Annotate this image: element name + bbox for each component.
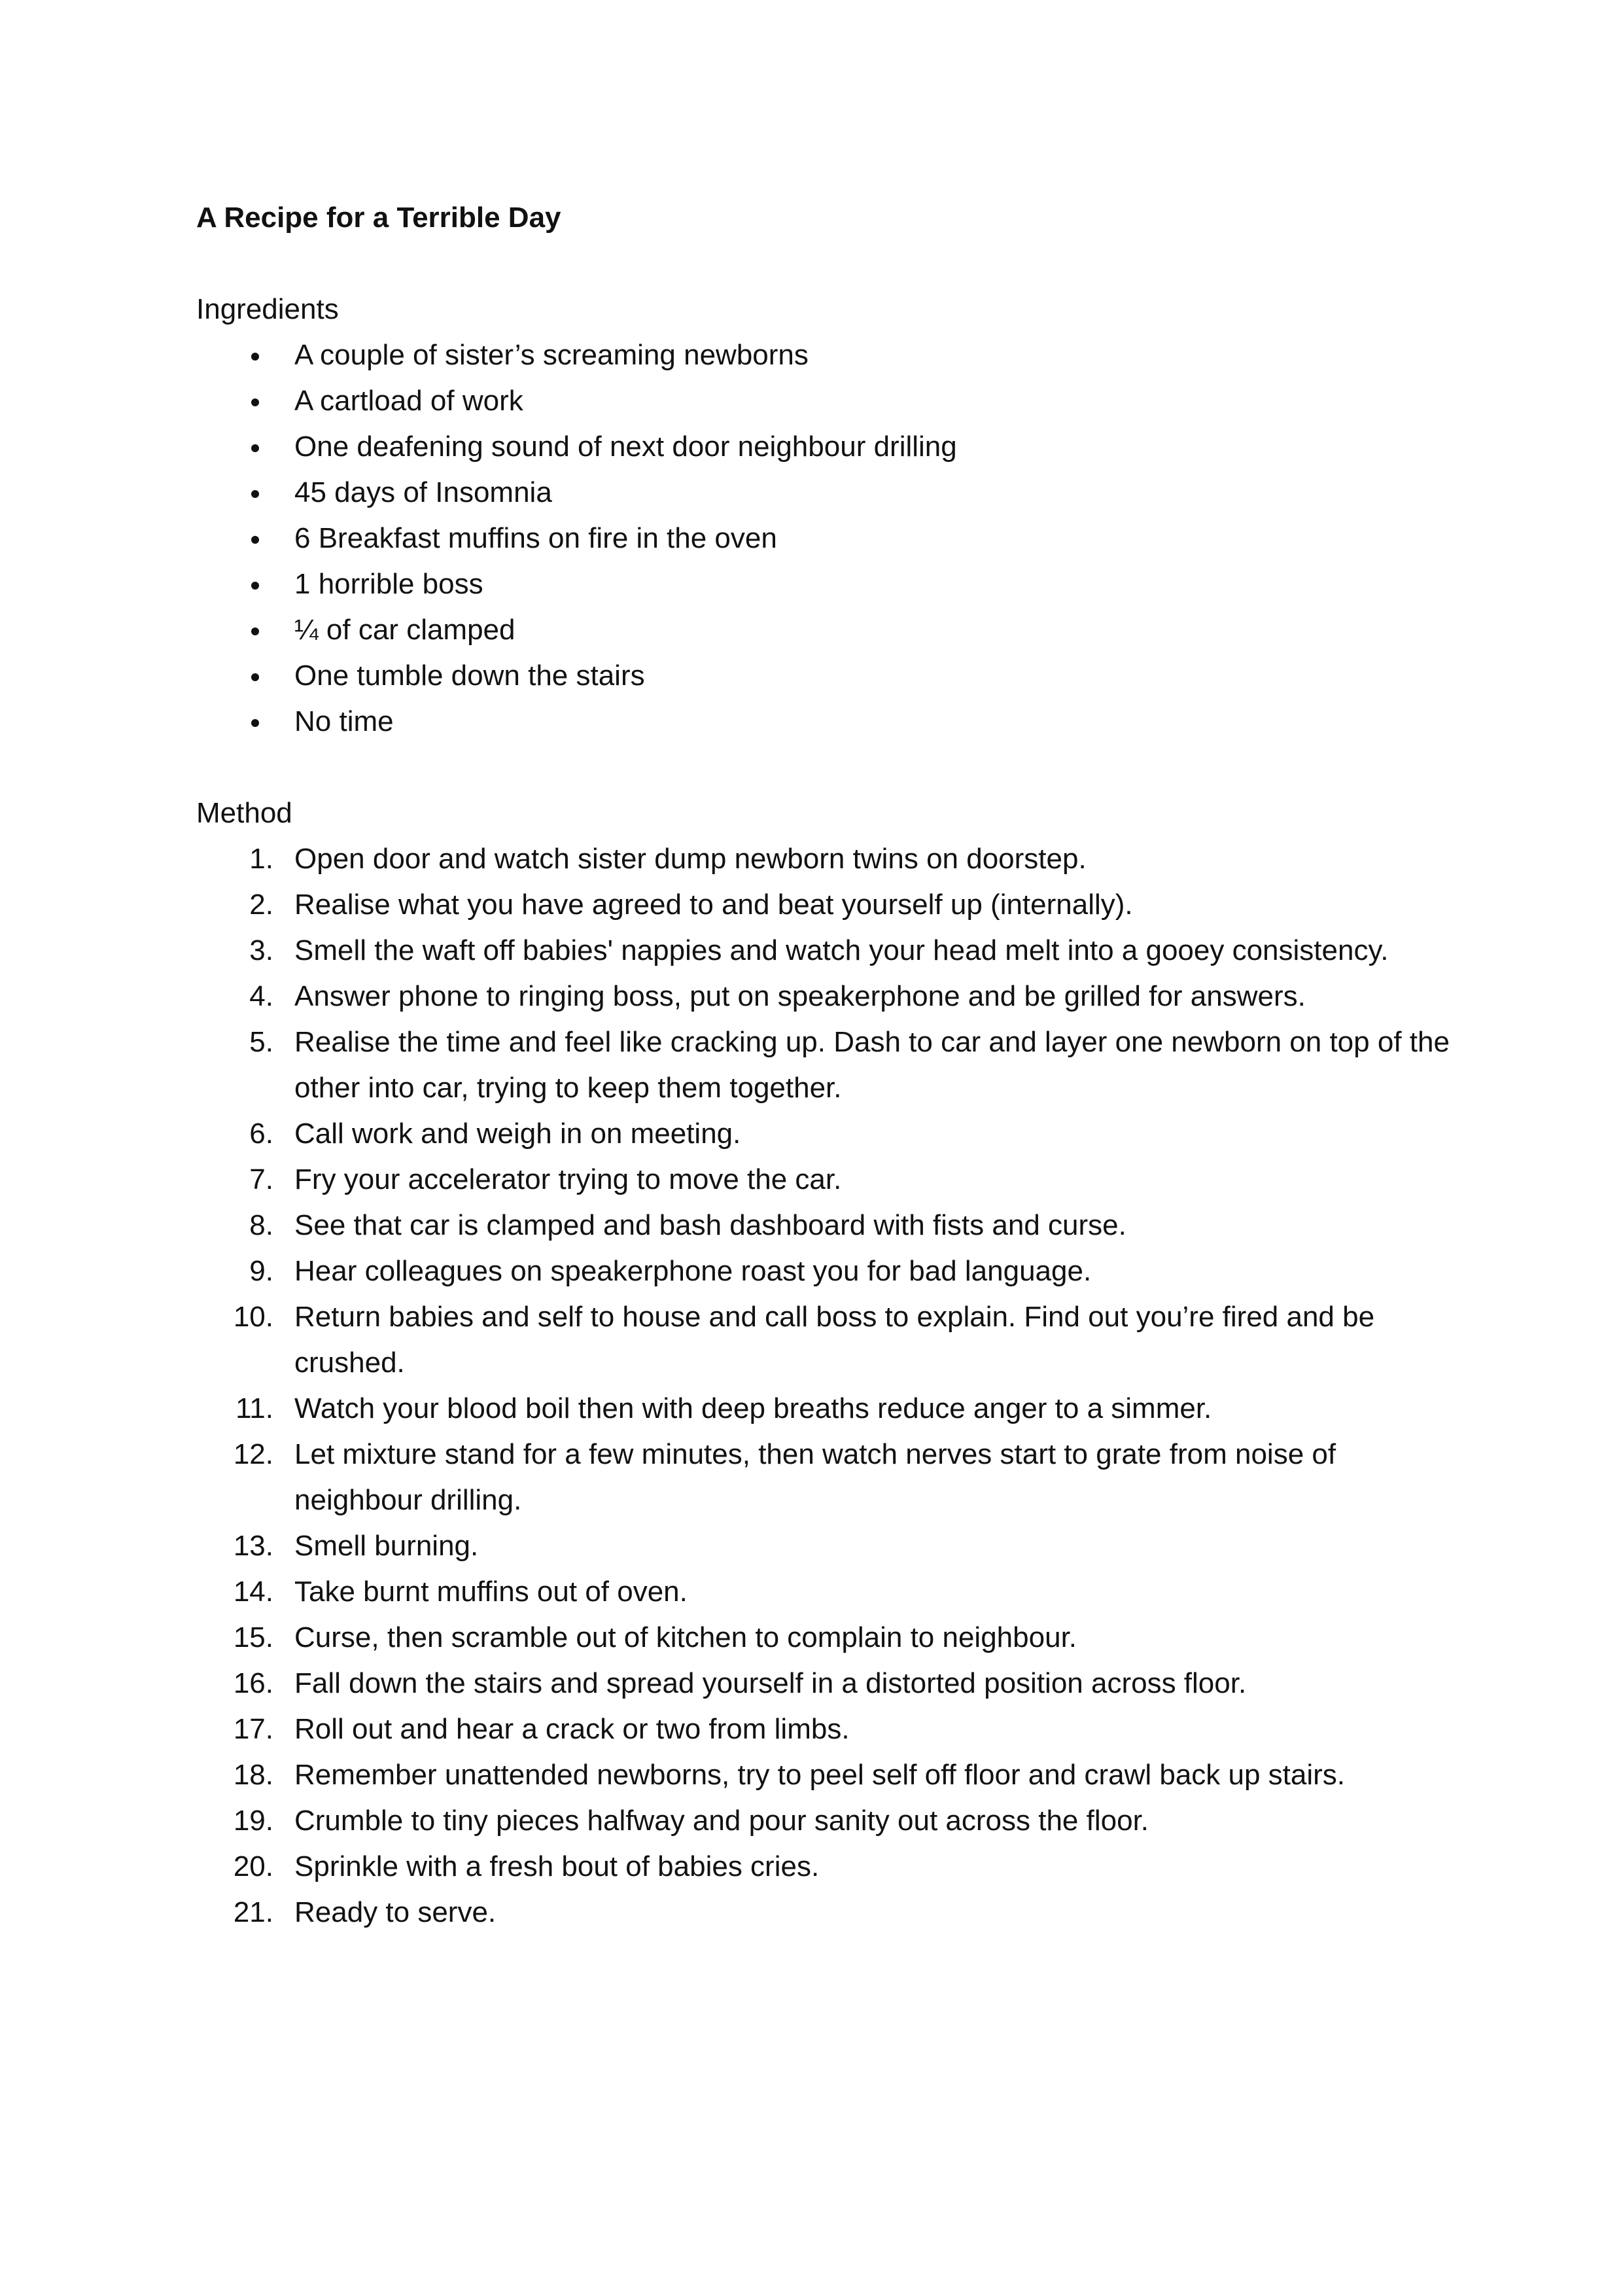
method-step — [196, 1294, 1452, 1386]
method-step — [196, 836, 1452, 882]
step-text: Roll out and hear a crack or two from limbs. — [294, 1713, 850, 1745]
bullet-icon — [251, 536, 259, 544]
method-step — [196, 1432, 1452, 1523]
bullet-icon — [251, 582, 259, 590]
ingredient-item — [196, 653, 1439, 699]
ingredient-text: 1 horrible boss — [294, 568, 483, 600]
bullet-icon — [251, 353, 259, 361]
ingredient-text: A cartload of work — [294, 385, 523, 417]
ingredient-text: 45 days of Insomnia — [294, 476, 552, 508]
step-text: Smell the waft off babies' nappies and watch your head melt into a gooey consistency. — [294, 934, 1389, 966]
step-text: Ready to serve. — [294, 1896, 497, 1928]
document-title: A Recipe for a Terrible Day — [196, 202, 561, 234]
bullet-icon — [251, 444, 259, 452]
step-text: See that car is clamped and bash dashboard with fists and curse. — [294, 1209, 1126, 1241]
step-number: 12. — [233, 1438, 273, 1470]
ingredient-text: A couple of sister’s screaming newborns — [294, 339, 809, 371]
bullet-icon — [251, 398, 259, 406]
bullet-icon — [251, 490, 259, 498]
step-number: 14. — [233, 1576, 273, 1608]
step-text: Sprinkle with a fresh bout of babies cries. — [294, 1850, 820, 1882]
ingredient-text: ¼ of car clamped — [294, 614, 515, 646]
step-number: 7. — [249, 1163, 273, 1195]
step-number: 19. — [233, 1805, 273, 1837]
method-step — [196, 1798, 1452, 1844]
method-step — [196, 1248, 1452, 1294]
ingredient-text: One tumble down the stairs — [294, 660, 645, 692]
step-number: 11. — [236, 1392, 273, 1424]
step-text: Watch your blood boil then with deep breaths reduce anger to a simmer. — [294, 1392, 1212, 1424]
method-step — [196, 1569, 1452, 1615]
step-number: 4. — [249, 980, 273, 1012]
step-text: Remember unattended newborns, try to peel self off floor and crawl back up stairs. — [294, 1759, 1346, 1791]
step-text: Realise what you have agreed to and beat yourself up (internally). — [294, 889, 1133, 921]
bullet-icon — [251, 627, 259, 635]
method-step — [196, 1203, 1452, 1248]
step-text: Return babies and self to house and call boss to explain. Find out you’re fired and be crushed. — [294, 1301, 1375, 1379]
step-number: 13. — [233, 1530, 273, 1562]
ingredients-list — [196, 332, 1439, 745]
step-text: Let mixture stand for a few minutes, then watch nerves start to grate from noise of neighbour drilling. — [294, 1438, 1336, 1516]
step-number: 15. — [233, 1621, 273, 1653]
step-text: Fry your accelerator trying to move the car. — [294, 1163, 842, 1195]
step-number: 20. — [233, 1850, 273, 1882]
method-step — [196, 1752, 1452, 1798]
method-step — [196, 1523, 1452, 1569]
step-number: 6. — [249, 1118, 273, 1150]
step-number: 8. — [249, 1209, 273, 1241]
step-text: Hear colleagues on speakerphone roast you for bad language. — [294, 1255, 1092, 1287]
ingredient-item — [196, 516, 1439, 561]
ingredient-item — [196, 561, 1439, 607]
method-step — [196, 1111, 1452, 1157]
method-step — [196, 882, 1452, 928]
step-text: Smell burning. — [294, 1530, 479, 1562]
ingredient-item — [196, 607, 1439, 653]
document-content — [196, 195, 1450, 1935]
ingredient-item — [196, 424, 1439, 470]
step-text: Open door and watch sister dump newborn twins on doorstep. — [294, 843, 1087, 875]
ingredient-text: No time — [294, 705, 394, 737]
step-number: 21. — [233, 1896, 273, 1928]
ingredient-item — [196, 378, 1439, 424]
step-text: Curse, then scramble out of kitchen to complain to neighbour. — [294, 1621, 1077, 1653]
step-number: 17. — [233, 1713, 273, 1745]
step-number: 1. — [249, 843, 273, 875]
bullet-icon — [251, 673, 259, 681]
ingredients-heading: Ingredients — [196, 293, 339, 325]
bullet-icon — [251, 719, 259, 727]
step-text: Take burnt muffins out of oven. — [294, 1576, 688, 1608]
method-step — [196, 1890, 1452, 1935]
method-step — [196, 1706, 1452, 1752]
step-text: Realise the time and feel like cracking up. Dash to car and layer one newborn on top of the other into car, trying to keep them together. — [294, 1026, 1450, 1104]
step-number: 3. — [249, 934, 273, 966]
ingredient-text: 6 Breakfast muffins on fire in the oven — [294, 522, 777, 554]
method-step — [196, 974, 1452, 1019]
method-step — [196, 1386, 1452, 1432]
method-step — [196, 1615, 1452, 1661]
step-text: Answer phone to ringing boss, put on speakerphone and be grilled for answers. — [294, 980, 1306, 1012]
step-number: 5. — [249, 1026, 273, 1058]
method-heading: Method — [196, 797, 292, 829]
ingredient-item — [196, 699, 1439, 745]
method-step — [196, 1157, 1452, 1203]
step-number: 9. — [249, 1255, 273, 1287]
step-number: 16. — [233, 1667, 273, 1699]
step-text: Fall down the stairs and spread yourself in a distorted position across floor. — [294, 1667, 1247, 1699]
method-list — [196, 836, 1450, 1935]
step-text: Call work and weigh in on meeting. — [294, 1118, 741, 1150]
method-step — [196, 1661, 1452, 1706]
method-step — [196, 1844, 1452, 1890]
method-step — [196, 1019, 1452, 1111]
step-text: Crumble to tiny pieces halfway and pour sanity out across the floor. — [294, 1805, 1149, 1837]
ingredient-item — [196, 332, 1439, 378]
method-step — [196, 928, 1452, 974]
ingredient-text: One deafening sound of next door neighbour drilling — [294, 431, 957, 463]
ingredient-item — [196, 470, 1439, 516]
step-number: 2. — [249, 889, 273, 921]
step-number: 18. — [233, 1759, 273, 1791]
step-number: 10. — [233, 1301, 273, 1333]
